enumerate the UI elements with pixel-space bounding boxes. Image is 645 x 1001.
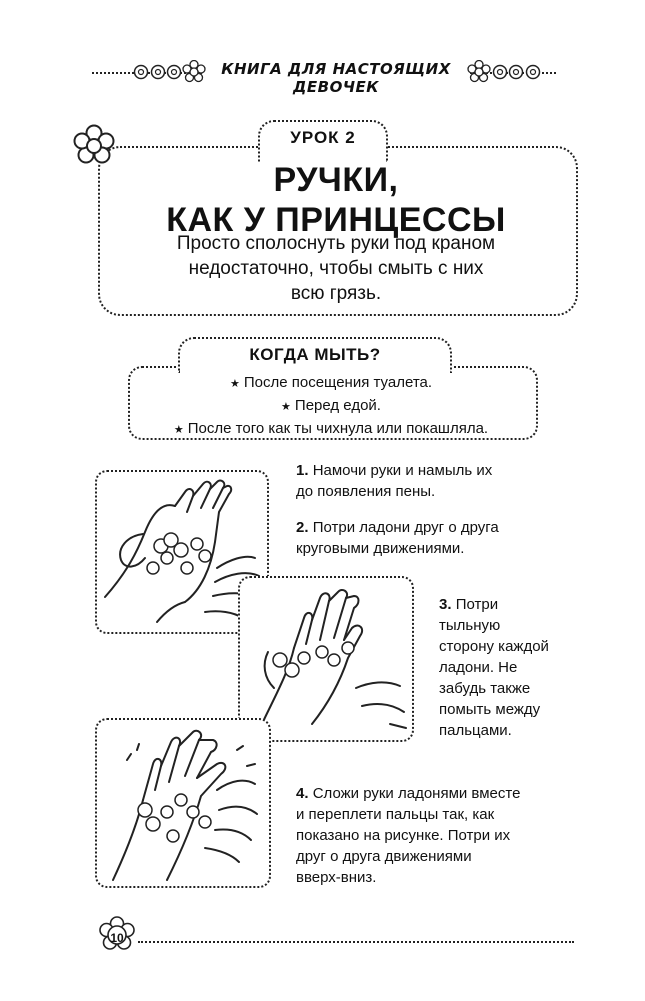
flower-icon (525, 64, 541, 80)
lesson-number: УРОК 2 (290, 128, 356, 147)
lesson-title-line: КАК У ПРИНЦЕССЫ (166, 201, 506, 239)
when-list (130, 372, 532, 441)
step-number: 2. (296, 519, 309, 536)
list-item: ★ Перед едой. (281, 397, 381, 414)
lesson-title (110, 160, 562, 240)
step-number: 4. (296, 785, 309, 802)
when-title: КОГДА МЫТЬ? (249, 345, 381, 364)
footer-rule (138, 941, 574, 943)
daisy-icon (182, 60, 206, 84)
illustration-interlaced-fingers (95, 718, 271, 888)
list-item: ★ После того как ты чихнула или покашляла. (173, 420, 489, 437)
flower-icon (508, 64, 524, 80)
intro-line: всю грязь. (290, 283, 382, 304)
flower-icon (133, 64, 149, 80)
intro-line: недостаточно, чтобы смыть с них (188, 258, 484, 279)
step-number: 1. (296, 462, 309, 479)
page-number: 10 (110, 931, 124, 945)
step-3: 3. Потри тыльную сторону каждой ладони. Не забудь также помыть между пальцами. (439, 596, 549, 739)
flower-icon (150, 64, 166, 80)
step-1: 1. Намочи руки и намыль их до появления пены. (296, 462, 493, 500)
flower-icon (166, 64, 182, 80)
star-icon: ★ (281, 401, 291, 413)
book-title: КНИГА ДЛЯ НАСТОЯЩИХ ДЕВОЧЕК (221, 60, 451, 96)
lesson-intro (120, 231, 552, 306)
step-4: 4. Сложи руки ладонями вместе и переплети пальцы так, как показано на рисунке. Потри их друг о друга движениями вверх-вниз. (296, 785, 521, 886)
star-icon: ★ (173, 424, 184, 436)
illustration-rubbing-back (238, 576, 414, 742)
daisy-icon (467, 60, 491, 84)
step-number: 3. (439, 596, 452, 613)
step-2: 2. Потри ладони друг о друга круговыми движениями. (296, 519, 499, 557)
list-item: ★ После посещения туалета. (229, 374, 433, 391)
flower-icon (492, 64, 508, 80)
star-icon: ★ (229, 378, 240, 390)
intro-line: Просто сполоснуть руки под краном (176, 233, 496, 254)
hands-icon (240, 578, 412, 740)
lesson-title-line: РУЧКИ, (273, 161, 399, 199)
hands-icon (97, 720, 269, 886)
